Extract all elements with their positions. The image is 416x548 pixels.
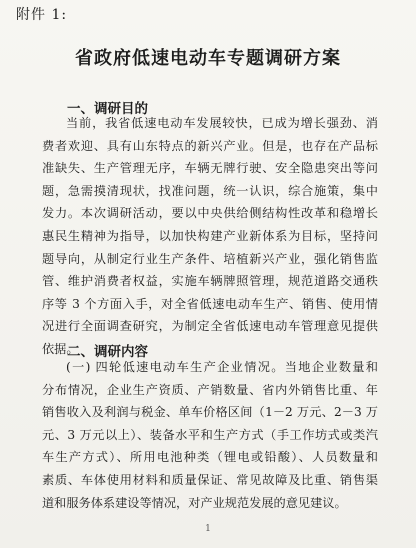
text-line: 费者欢迎、具有山东特点的新兴产业。但是，也存在产品标 bbox=[42, 138, 378, 153]
text-line: 准缺失、生产管理无序，车辆无牌行驶、安全隐患突出等问 bbox=[42, 161, 378, 176]
section-heading-content: 二、调研内容 bbox=[67, 344, 148, 360]
text-line: (一) 四轮低速电动车生产企业情况。当地企业数量和 bbox=[66, 360, 378, 374]
text-line: 依据。 bbox=[42, 341, 79, 356]
text-line: 题导向，从制定行业生产条件、培植新兴产业，强化销售监 bbox=[42, 251, 378, 266]
text-line: 题，急需摸清现状，找准问题，统一认识，综合施策，集中 bbox=[42, 183, 378, 198]
text-line: 序等 3 个方面入手，对全省低速电动车生产、销售、使用情 bbox=[42, 296, 378, 311]
section-heading-purpose: 一、调研目的 bbox=[67, 101, 148, 117]
text-line: 素质、车体使用材料和质量保证、常见故障及比重、销售渠 bbox=[42, 472, 378, 487]
paragraph-purpose bbox=[42, 112, 378, 361]
text-line: 销售收入及利润与税金、单车价格区间（1－2 万元、2－3 万 bbox=[42, 405, 378, 420]
text-line: 发力。本次调研活动，要以中央供给侧结构性改革和稳增长 bbox=[42, 206, 378, 221]
page-number: 1 bbox=[205, 524, 211, 534]
document-title: 省政府低速电动车专题调研方案 bbox=[75, 48, 341, 69]
text-line: 道和服务体系建设等情况，对产业规范发展的意见建议。 bbox=[42, 495, 347, 510]
text-line: 元、3 万元以上）、装备水平和生产方式（手工作坊式或类汽 bbox=[42, 427, 378, 442]
paragraph-content bbox=[42, 356, 378, 514]
text-line: 车生产方式）、所用电池种类（锂电或铅酸）、人员数量和 bbox=[42, 450, 378, 465]
text-line: 管、维护消费者权益，实施车辆牌照管理，规范道路交通秩 bbox=[42, 274, 378, 289]
text-line: 当前，我省低速电动车发展较快，已成为增长强劲、消 bbox=[66, 116, 378, 130]
text-line: 惠民生精神为指导，以加快构建产业新体系为目标，坚持问 bbox=[42, 228, 378, 243]
attachment-label: 附件 1: bbox=[16, 7, 68, 23]
text-line: 况进行全面调查研究，为制定全省低速电动车管理意见提供 bbox=[42, 319, 378, 334]
text-line: 分布情况，企业生产资质、产销数量、省内外销售比重、年 bbox=[42, 382, 378, 397]
